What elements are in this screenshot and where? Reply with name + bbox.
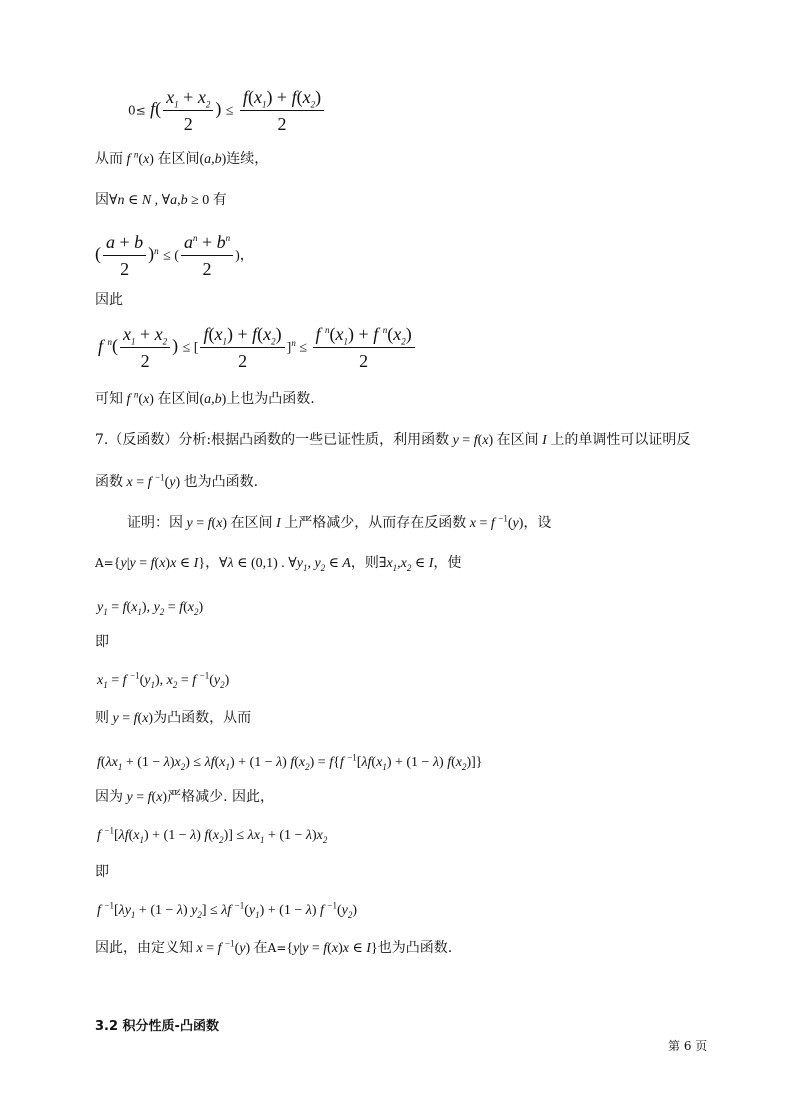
inequality-line-1: 0≤ f( $\frac{x_1 + x_2}{2}$ ) ≤ $\frac{f(x_1) + f(x_2)}{2}$	[128, 86, 326, 135]
page-number: 第 6 页	[668, 1039, 708, 1053]
inequality-line-6: f $^n$( $\frac{x_1 + x_2}{2}$ ) ≤ [ $\frac{f(x_1) + f(x_2)}{2}$ ]$^n$ ≤ $\frac{f ^n(x_1) + f ^n(x_2)}{2}$	[98, 323, 417, 372]
text-line-9: 函数 x = f $^{-1}$(y) 也为凸函数.	[95, 472, 259, 490]
equation-line-20: f $^{-1}[\lambda y_1 + (1 - \lambda) y_2] \le \lambda f$ $^{-1}(y_1) + (1 - \lambda)$ f $^{-1}(y_2)$	[97, 900, 358, 920]
text-line-7: 可知 f $^n$(x) 在区间(a,b)上也为凸函数.	[95, 389, 315, 407]
leading-relation: 0≤	[128, 103, 146, 118]
fraction-midpoint: $\frac{x_1 + x_2}{2}$	[163, 86, 213, 135]
text-line-5: 因此	[95, 292, 123, 308]
text-line-3: 因∀n ∈ N , ∀a,b ≥ 0 有	[95, 192, 227, 208]
equation-line-14: $x_1 = f$ $^{-1}(y_1)$, $x_2 = f$ $^{-1}(y_2)$	[97, 670, 230, 690]
inequality-line-4: ( $\frac{a + b}{2}$ )$^n$ ≤ ( $\frac{a^n + b^n}{2}$ )，	[95, 232, 254, 279]
equation-line-12: $y_1 = f(x_1)$, $y_2 = f(x_2)$	[97, 600, 204, 617]
text-line-15: 则 y = f(x)为凸函数，从而	[95, 710, 252, 726]
text-line-17: 因为 y = f(x)严格减少. 因此，	[95, 789, 274, 805]
text-line-8: 7.（反函数）分析:根据凸函数的一些已证性质，利用函数 y = f(x) 在区间 I 上的单调性可以证明反	[95, 432, 691, 448]
text-line-19: 即	[95, 864, 109, 880]
section-heading: 3.2 积分性质-凸函数	[95, 1019, 219, 1034]
text-line-2: 从而 f $^n$(x) 在区间(a,b)连续，	[95, 149, 269, 167]
text-line-10: 证明：因 y = f(x) 在区间 I 上严格减少，从而存在反函数 x = f $^{-1}$(y)，设	[127, 513, 552, 531]
equation-line-18: f $^{-1}[\lambda f(x_1) + (1 - \lambda) f(x_2)] \le \lambda x_1 + (1 - \lambda)x_2$	[97, 825, 328, 845]
equation-line-16: $f(\lambda x_1 + (1 - \lambda)x_2) \le \lambda f(x_1) + (1 - \lambda) f(x_2) = f\{f$ $^{-1}[\lambda f(x_1) + (1 - \lambda)$ $f(x_2)$]}	[97, 752, 483, 772]
text-line-21: 因此，由定义知 x = f $^{-1}$(y) 在A={y|y = f(x)x ∈ I}也为凸函数.	[95, 938, 453, 956]
text-line-13: 即	[95, 634, 109, 650]
fraction-average: $\frac{f(x_1) + f(x_2)}{2}$	[240, 86, 324, 135]
text-line-11: A={y|y = f(x)x ∈ I}，∀λ ∈ (0,1) . $\forall y_1$, $y_2$ ∈ A，则$\exists x_1,x_2$ ∈ I，使	[95, 555, 462, 573]
